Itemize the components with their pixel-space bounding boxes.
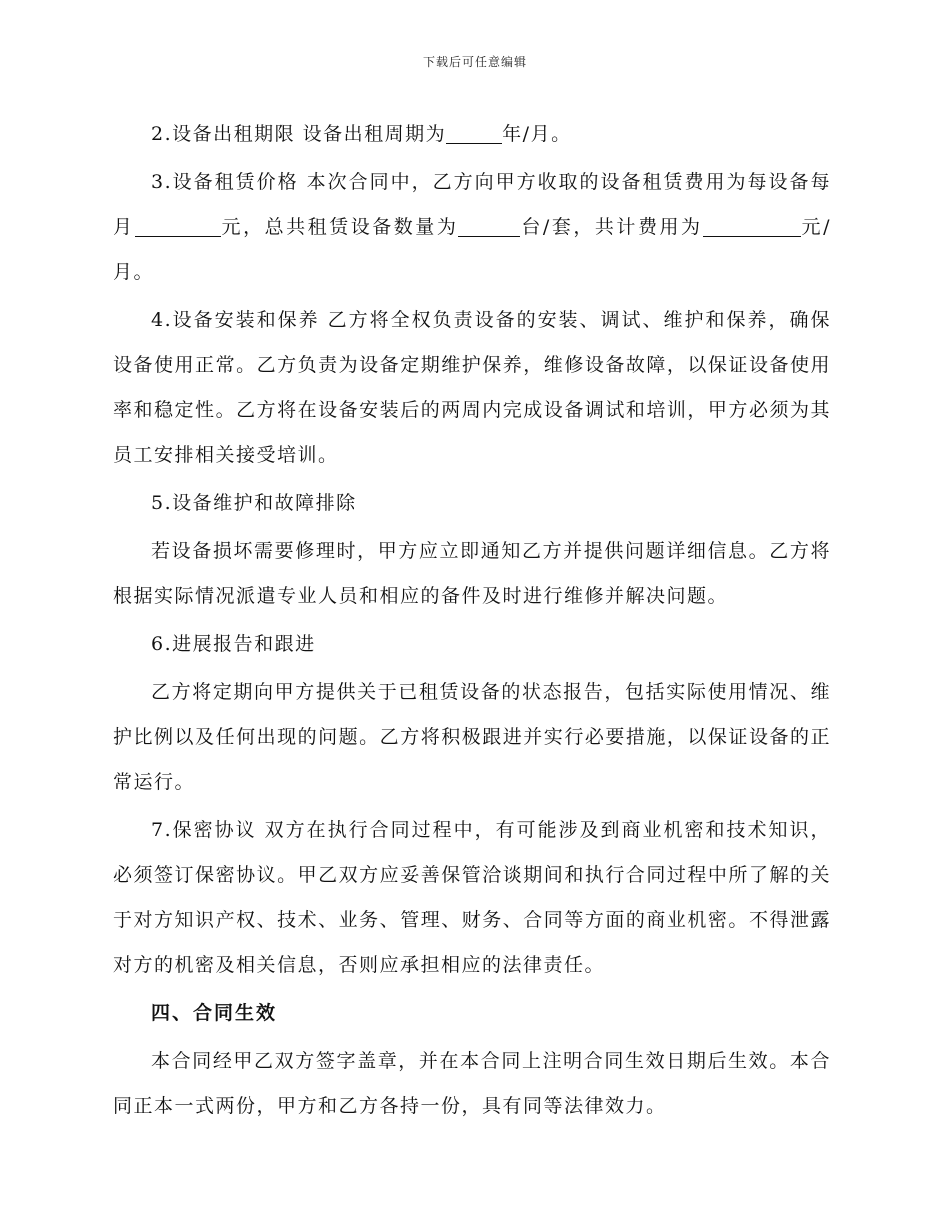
clause-rental-period-unit: 年/月。 <box>502 123 572 145</box>
blank-quantity-field <box>458 214 520 237</box>
clause-rental-price-text-3: 台/套，共计费用为 <box>520 216 703 238</box>
section-heading-effectiveness: 四、合同生效 <box>151 1002 278 1024</box>
clause-repair-body: 若设备损坏需要修理时，甲方应立即通知乙方并提供问题详细信息。乙方将根据实际情况派遣专业人员和相应的备件及时进行维修并解决问题。 <box>113 540 831 607</box>
clause-rental-price-text-2: 元，总共租赁设备数量为 <box>220 216 459 238</box>
blank-total-fee-field <box>703 214 801 237</box>
clause-repair-title: 5.设备维护和故障排除 <box>151 492 357 514</box>
clause-rental-period-text: 2.设备出租期限 设备出租周期为 <box>151 123 447 145</box>
clause-installation-maintenance: 4.设备安装和保养 乙方将全权负责设备的安装、调试、维护和保养，确保设备使用正常。乙方负责为设备定期维护保养，维修设备故障，以保证设备使用率和稳定性。乙方将在设备安装后的两周内完成设备调试和培训，甲方必须为其员工安排相关接受培训。 <box>113 309 831 466</box>
document-body <box>113 112 831 1132</box>
clause-rental-period <box>113 112 831 157</box>
clause-report-title: 6.进展报告和跟进 <box>151 633 316 655</box>
clause-rental-price-text: 3.设备租赁价格 本次合同中，乙方向甲方收取的设备租赁费用为每设备每月 <box>113 171 831 238</box>
clause-report-body: 乙方将定期向甲方提供关于已租赁设备的状态报告，包括实际使用情况、维护比例以及任何出现的问题。乙方将积极跟进并实行必要措施，以保证设备的正常运行。 <box>113 681 831 793</box>
clause-rental-price-text-4: 元/月。 <box>113 216 831 283</box>
blank-period-field <box>446 121 502 144</box>
clause-effectiveness: 本合同经甲乙双方签字盖章，并在本合同上注明合同生效日期后生效。本合同正本一式两份，甲方和乙方各持一份，具有同等法律效力。 <box>113 1050 831 1117</box>
clause-rental-price <box>113 160 831 295</box>
clause-confidentiality: 7.保密协议 双方在执行合同过程中，有可能涉及到商业机密和技术知识，必须签订保密协议。甲乙双方应妥善保管洽谈期间和执行合同过程中所了解的关于对方知识产权、技术、业务、管理、财务、合同等方面的商业机密。不得泄露对方的机密及相关信息，否则应承担相应的法律责任。 <box>113 819 831 976</box>
blank-monthly-fee-field <box>135 214 221 237</box>
page-header-note: 下载后可任意编辑 <box>422 55 527 69</box>
